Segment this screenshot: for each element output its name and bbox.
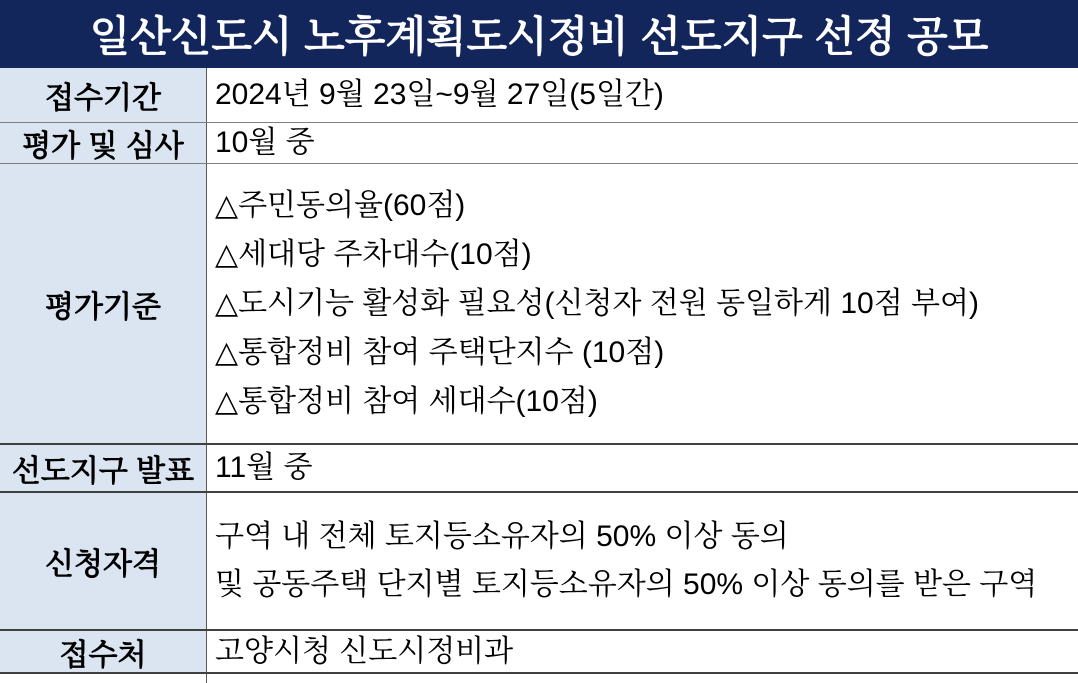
value-cell-district-announcement	[207, 445, 1078, 491]
eligibility-line: 구역 내 전체 토지등소유자의 50% 이상 동의	[215, 520, 789, 553]
table-row	[0, 629, 1078, 672]
criteria-item: △통합정비 참여 세대수(10점)	[215, 385, 598, 418]
label-cell-application-eligibility: 신청자격	[0, 493, 207, 629]
table-title-bar	[0, 0, 1078, 68]
column-divider	[0, 674, 207, 683]
table-row	[0, 68, 1078, 122]
criteria-item: △주민동의율(60점)	[215, 189, 466, 222]
value-cell-evaluation-criteria	[207, 164, 1078, 443]
criteria-item: △도시기능 활성화 필요성(신청자 전원 동일하게 10점 부여)	[215, 287, 979, 320]
page-title: 일산신도시 노후계획도시정비 선도지구 선정 공모	[89, 13, 989, 60]
label-cell-evaluation-review: 평가 및 심사	[0, 123, 207, 163]
value-cell-submission-office	[207, 631, 1078, 672]
value-cell-reception-period	[207, 68, 1078, 122]
value-text: 11월 중	[215, 451, 313, 484]
table-row	[0, 491, 1078, 629]
value-text: 고양시청 신도시정비과	[215, 634, 514, 668]
label-cell-reception-period: 접수기간	[0, 68, 207, 122]
label-cell-district-announcement: 선도지구 발표	[0, 445, 207, 491]
table-bottom-strip	[0, 672, 1078, 683]
label-cell-submission-office: 접수처	[0, 631, 207, 672]
criteria-item: △세대당 주차대수(10점)	[215, 238, 532, 271]
criteria-item: △통합정비 참여 주택단지수 (10점)	[215, 336, 665, 369]
value-cell-application-eligibility	[207, 493, 1078, 629]
table-row	[0, 443, 1078, 491]
table-row	[0, 122, 1078, 163]
eligibility-line: 및 공동주택 단지별 토지등소유자의 50% 이상 동의를 받은 구역	[215, 568, 1038, 601]
value-cell-evaluation-review	[207, 123, 1078, 163]
label-cell-evaluation-criteria: 평가기준	[0, 164, 207, 443]
table-row	[0, 163, 1078, 443]
value-text: 2024년 9월 23일~9월 27일(5일간)	[215, 78, 664, 111]
value-text: 10월 중	[215, 126, 315, 159]
